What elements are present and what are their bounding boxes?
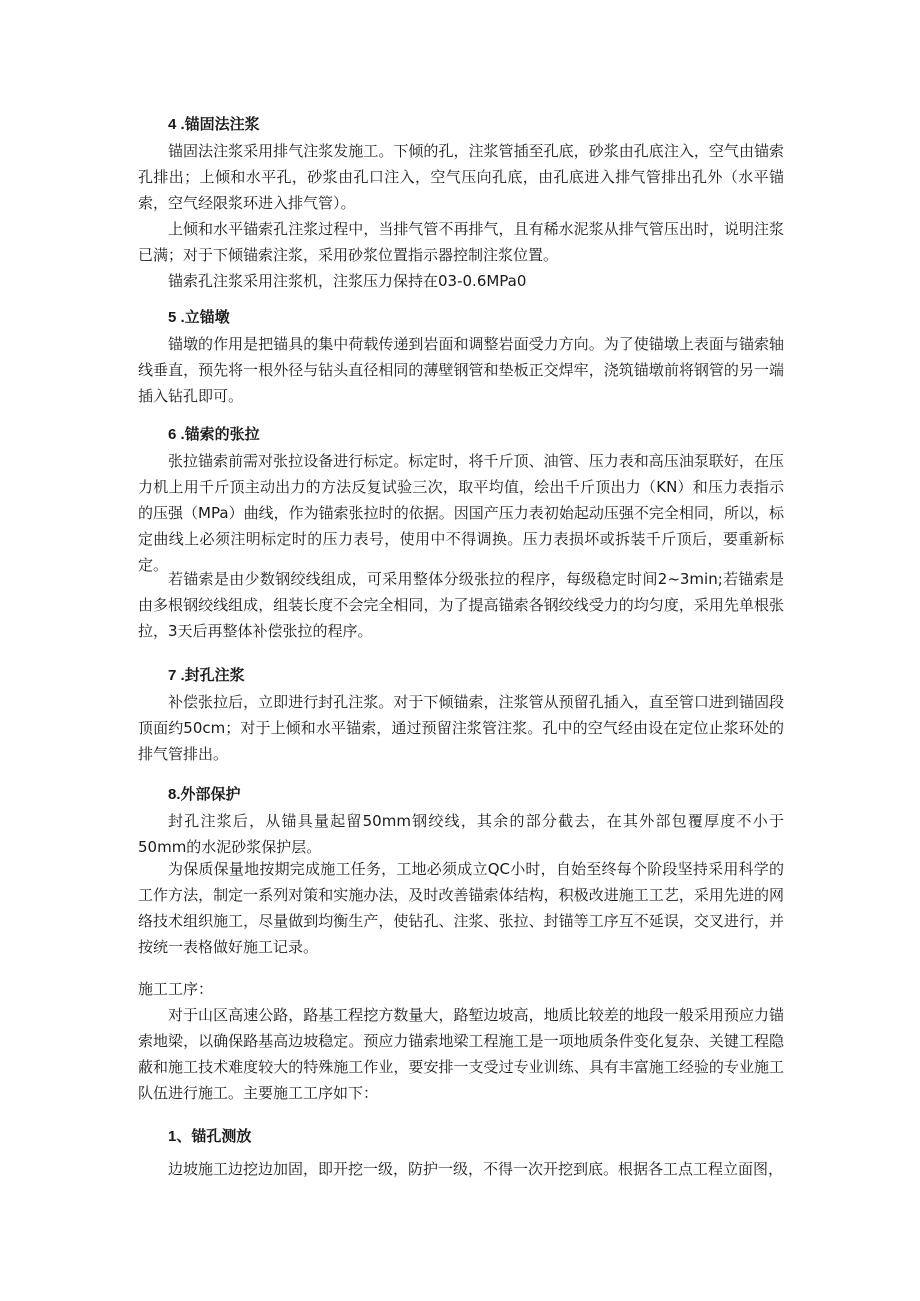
section-6-heading: 6 .锚索的张拉 [168, 426, 260, 443]
step-1-heading: 1、锚孔测放 [168, 1128, 252, 1145]
step-1-paragraph: 边坡施工边挖边加固，即开挖一级，防护一级，不得一次开挖到底。根据各工点工程立面图， [168, 1160, 784, 1178]
section-6-paragraph-2: 若锚索是由少数钢绞线组成，可采用整体分级张拉的程序，每级稳定时间2~3min;若锚索是由多根钢绞线组成，组装长度不会完全相同，为了提高锚索各钢绞线受力的均匀度，采用先单根张拉，3天后再整体补偿张拉的程序。 [138, 570, 784, 640]
process-label: 施工工序： [138, 980, 214, 998]
section-8-paragraph-2: 为保质保量地按期完成施工任务，工地必须成立QC小时，自始至终每个阶段坚持采用科学的工作方法，制定一系列对策和实施办法，及时改善锚索体结构，积极改进施工工艺，采用先进的网络技术组织施工，尽量做到均衡生产，使钻孔、注浆、张拉、封锚等工序互不延误，交叉进行，并按统一表格做好施工记录。 [138, 860, 784, 956]
section-8-heading: 8.外部保护 [168, 786, 241, 803]
section-5-paragraph-1: 锚墩的作用是把锚具的集中荷载传递到岩面和调整岩面受力方向。为了使锚墩上表面与锚索轴线垂直，预先将一根外径与钻头直径相同的薄壁钢管和垫板正交焊牢，浇筑锚墩前将钢管的另一端插入钻孔即可。 [138, 335, 784, 405]
process-paragraph: 对于山区高速公路，路基工程挖方数量大，路堑边坡高，地质比较差的地段一般采用预应力锚索地梁，以确保路基高边坡稳定。预应力锚索地梁工程施工是一项地质条件变化复杂、关键工程隐蔽和施工技术难度较大的特殊施工作业，要安排一支受过专业训练、具有丰富施工经验的专业施工队伍进行施工。主要施工工序如下： [138, 1006, 784, 1102]
section-8-paragraph-1: 封孔注浆后，从锚具量起留50mm钢绞线，其余的部分截去，在其外部包覆厚度不小于50mm的水泥砂浆保护层。 [138, 812, 784, 856]
section-7-heading: 7 .封孔注浆 [168, 667, 245, 684]
section-4-paragraph-3: 锚索孔注浆采用注浆机，注浆压力保持在03-0.6MPa0 [168, 272, 527, 290]
section-4-paragraph-1: 锚固法注浆采用排气注浆发施工。下倾的孔，注浆管插至孔底，砂浆由孔底注入，空气由锚索孔排出；上倾和水平孔，砂浆由孔口注入，空气压向孔底，由孔底进入排气管排出孔外（水平锚索，空气经限浆环进入排气管）。 [138, 142, 784, 212]
section-4-paragraph-2: 上倾和水平锚索孔注浆过程中，当排气管不再排气，且有稀水泥浆从排气管压出时，说明注浆已满；对于下倾锚索注浆，采用砂浆位置指示器控制注浆位置。 [138, 220, 784, 264]
section-4-heading: 4 .锚固法注浆 [168, 116, 260, 133]
section-5-heading: 5 .立锚墩 [168, 309, 230, 326]
section-6-paragraph-1: 张拉锚索前需对张拉设备进行标定。标定时，将千斤顶、油管、压力表和高压油泵联好，在压力机上用千斤顶主动出力的方法反复试验三次，取平均值，绘出千斤顶出力（KN）和压力表指示的压强（MPa）曲线，作为锚索张拉时的依据。因国产压力表初始起动压强不完全相同，所以，标定曲线上必须注明标定时的压力表号，使用中不得调换。压力表损坏或拆装千斤顶后，要重新标定。 [138, 452, 784, 574]
section-7-paragraph-1: 补偿张拉后，立即进行封孔注浆。对于下倾锚索，注浆管从预留孔插入，直至管口进到锚固段顶面约50cm；对于上倾和水平锚索，通过预留注浆管注浆。孔中的空气经由设在定位止浆环处的排气管排出。 [138, 693, 784, 763]
